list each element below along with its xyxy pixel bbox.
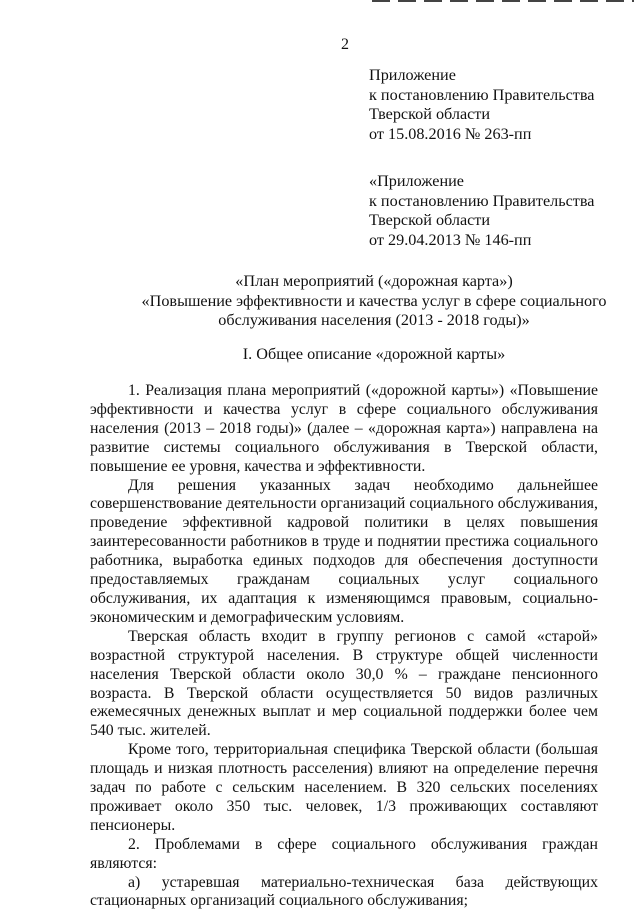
- stamp-line: к постановлению Правительства: [369, 85, 595, 104]
- paragraph: Кроме того, территориальная специфика Тверской области (большая площадь и низкая плотность расселения) влияют на определение перечня задач по работе с сельским населением. В 320 сельских поселениях проживает около 350 тыс. человек, 1/3 проживающих составляют пенсионеры.: [90, 741, 598, 834]
- paragraph: Тверская область входит в группу регионов с самой «старой» возрастной структурой населения. В структуре общей численности населения Тверской области около 30,0 % – граждане пенсионного возраста. В Тверской области осуществляется 50 видов различных ежемесячных денежных выплат и мер социальной поддержки более чем 540 тыс. жителей.: [90, 627, 598, 740]
- stamp-line: от 29.04.2013 № 146-пп: [369, 230, 532, 249]
- stamp-line: Тверской области: [369, 105, 491, 124]
- paragraph: а) устаревшая материально-техническая база действующих стационарных организаций социального обслуживания;: [90, 873, 598, 910]
- stamp-line: от 15.08.2016 № 263-пп: [369, 124, 532, 143]
- approval-stamp-current: [369, 66, 595, 144]
- body-text: [90, 382, 598, 911]
- paragraph: 1. Реализация плана мероприятий («дорожной карты») «Повышение эффективности и качества услуг в сфере социального обслуживания населения (2013 – 2018 годы)» (далее – «дорожная карта») направлена на развитие системы социального обслуживания в Тверской области, повышение ее уровня, качества и эффективности.: [90, 382, 598, 475]
- title-line: «Повышение эффективности и качества услуг в сфере социального: [141, 291, 607, 310]
- document-title: [96, 272, 640, 331]
- paragraph: 2. Проблемами в сфере социального обслуживания граждан являются:: [90, 835, 598, 872]
- page-number: 2: [341, 36, 349, 53]
- approval-stamp-original: [369, 172, 595, 250]
- stamp-line: «Приложение: [369, 172, 464, 190]
- stamp-line: Тверской области: [369, 211, 491, 230]
- stamp-line: Приложение: [369, 66, 456, 84]
- paragraph: Для решения указанных задач необходимо дальнейшее совершенствование деятельности организаций социального обслуживания, проведение эффективной кадровой политики в целях повышения заинтересованности работников в труде и поднятии престижа социального работника, выработка единых подходов для обеспечения доступности предоставляемых гражданам социальных услуг социального обслуживания, их адаптация к изменяющимся правовым, социально-экономическим и демографическим условиям.: [90, 476, 598, 626]
- title-line: обслуживания населения (2013 - 2018 годы)»: [218, 311, 530, 330]
- section-heading: I. Общее описание «дорожной карты»: [242, 345, 506, 363]
- stamp-line: к постановлению Правительства: [369, 191, 595, 210]
- title-line: «План мероприятий («дорожная карта»): [235, 272, 513, 290]
- top-dashed-rule: [372, 0, 634, 2]
